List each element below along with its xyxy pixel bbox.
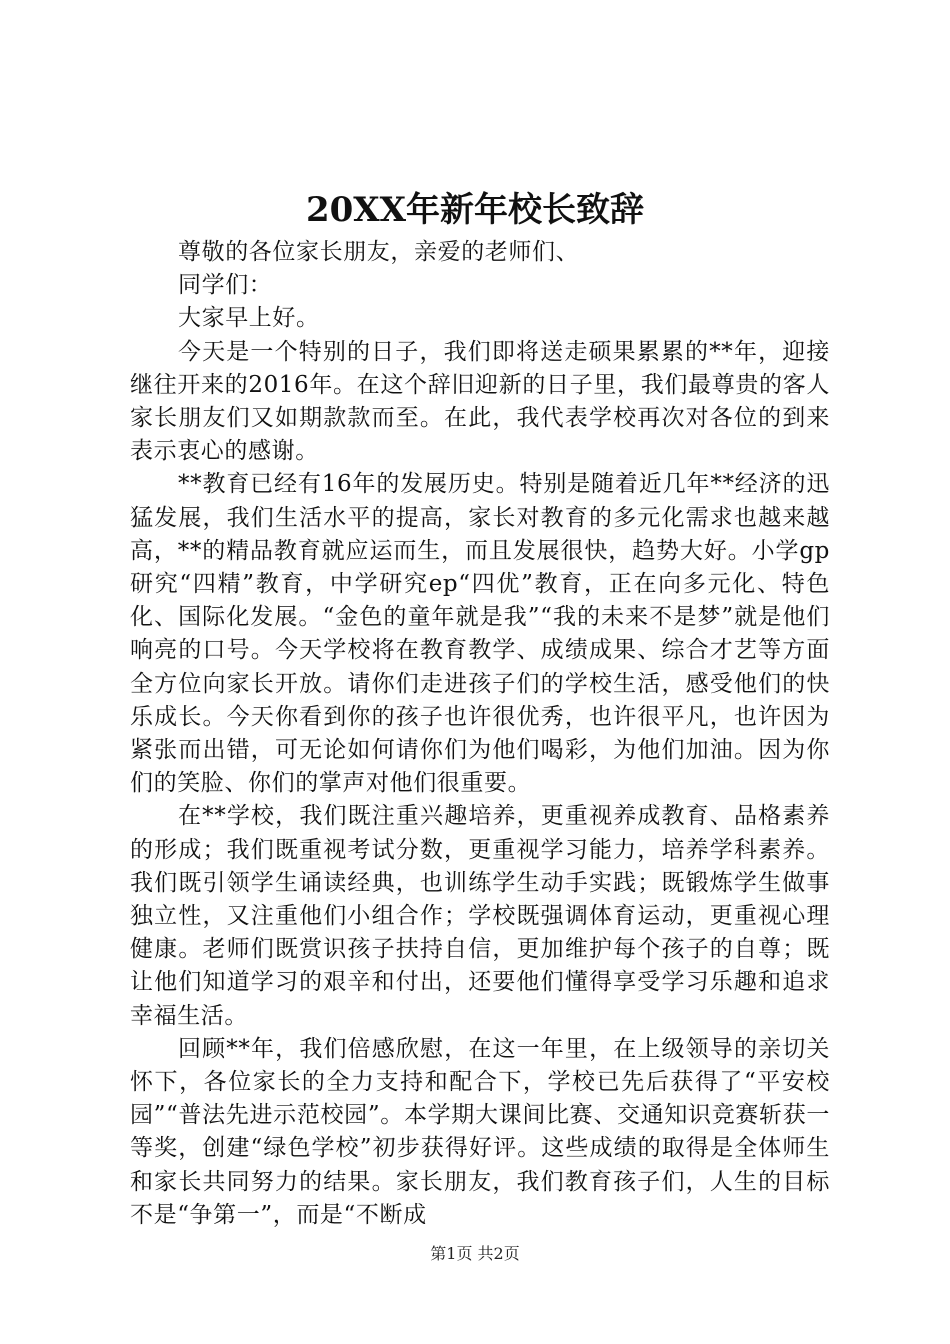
salutation-line-2: 同学们：	[178, 272, 273, 299]
greeting-line: 大家早上好。	[178, 305, 320, 332]
document-title: 20XX年新年校长致辞	[305, 190, 645, 230]
page-footer: 第1页 共2页	[430, 1244, 520, 1263]
salutation-line-1: 尊敬的各位家长朋友，亲爱的老师们、	[178, 239, 580, 265]
document-body	[130, 236, 830, 1232]
paragraph: **教育已经有16年的发展历史。特别是随着近几年**经济的迅猛发展，我们生活水平的提高，家长对教育的多元化需求也越来越高，**的精品教育就应运而生，而且发展很快，趋势大好。小学gp研究“四精”教育，中学研究ep“四优”教育，正在向多元化、特色化、国际化发展。“金色的童年就是我”“我的未来不是梦”就是他们响亮的口号。今天学校将在教育教学、成绩成果、综合才艺等方面全方位向家长开放。请你们走进孩子们的学校生活，感受他们的快乐成长。今天你看到你的孩子也许很优秀，也许很平凡，也许因为紧张而出错，可无论如何请你们为他们喝彩，为他们加油。因为你们的笑脸、你们的掌声对他们很重要。	[130, 471, 830, 797]
paragraph: 回顾**年，我们倍感欣慰，在这一年里，在上级领导的亲切关怀下，各位家长的全力支持和配合下，学校已先后获得了“平安校园”“普法先进示范校园”。本学期大课间比赛、交通知识竞赛斩获一等奖，创建“绿色学校”初步获得好评。这些成绩的取得是全体师生和家长共同努力的结果。家长朋友，我们教育孩子们，人生的目标不是“争第一”，而是“不断成	[130, 1035, 830, 1228]
paragraph: 在**学校，我们既注重兴趣培养，更重视养成教育、品格素养的形成；我们既重视考试分数，更重视学习能力，培养学科素养。我们既引领学生诵读经典，也训练学生动手实践；既锻炼学生做事独立性，又注重他们小组合作；学校既强调体育运动，更重视心理健康。老师们既赏识孩子扶持自信，更加维护每个孩子的自尊；既让他们知道学习的艰辛和付出，还要他们懂得享受学习乐趣和追求幸福生活。	[130, 803, 830, 1029]
paragraph: 今天是一个特别的日子，我们即将送走硕果累累的**年，迎接继往开来的2016年。在这个辞旧迎新的日子里，我们最尊贵的客人家长朋友们又如期款款而至。在此，我代表学校再次对各位的到来表示衷心的感谢。	[130, 338, 830, 465]
